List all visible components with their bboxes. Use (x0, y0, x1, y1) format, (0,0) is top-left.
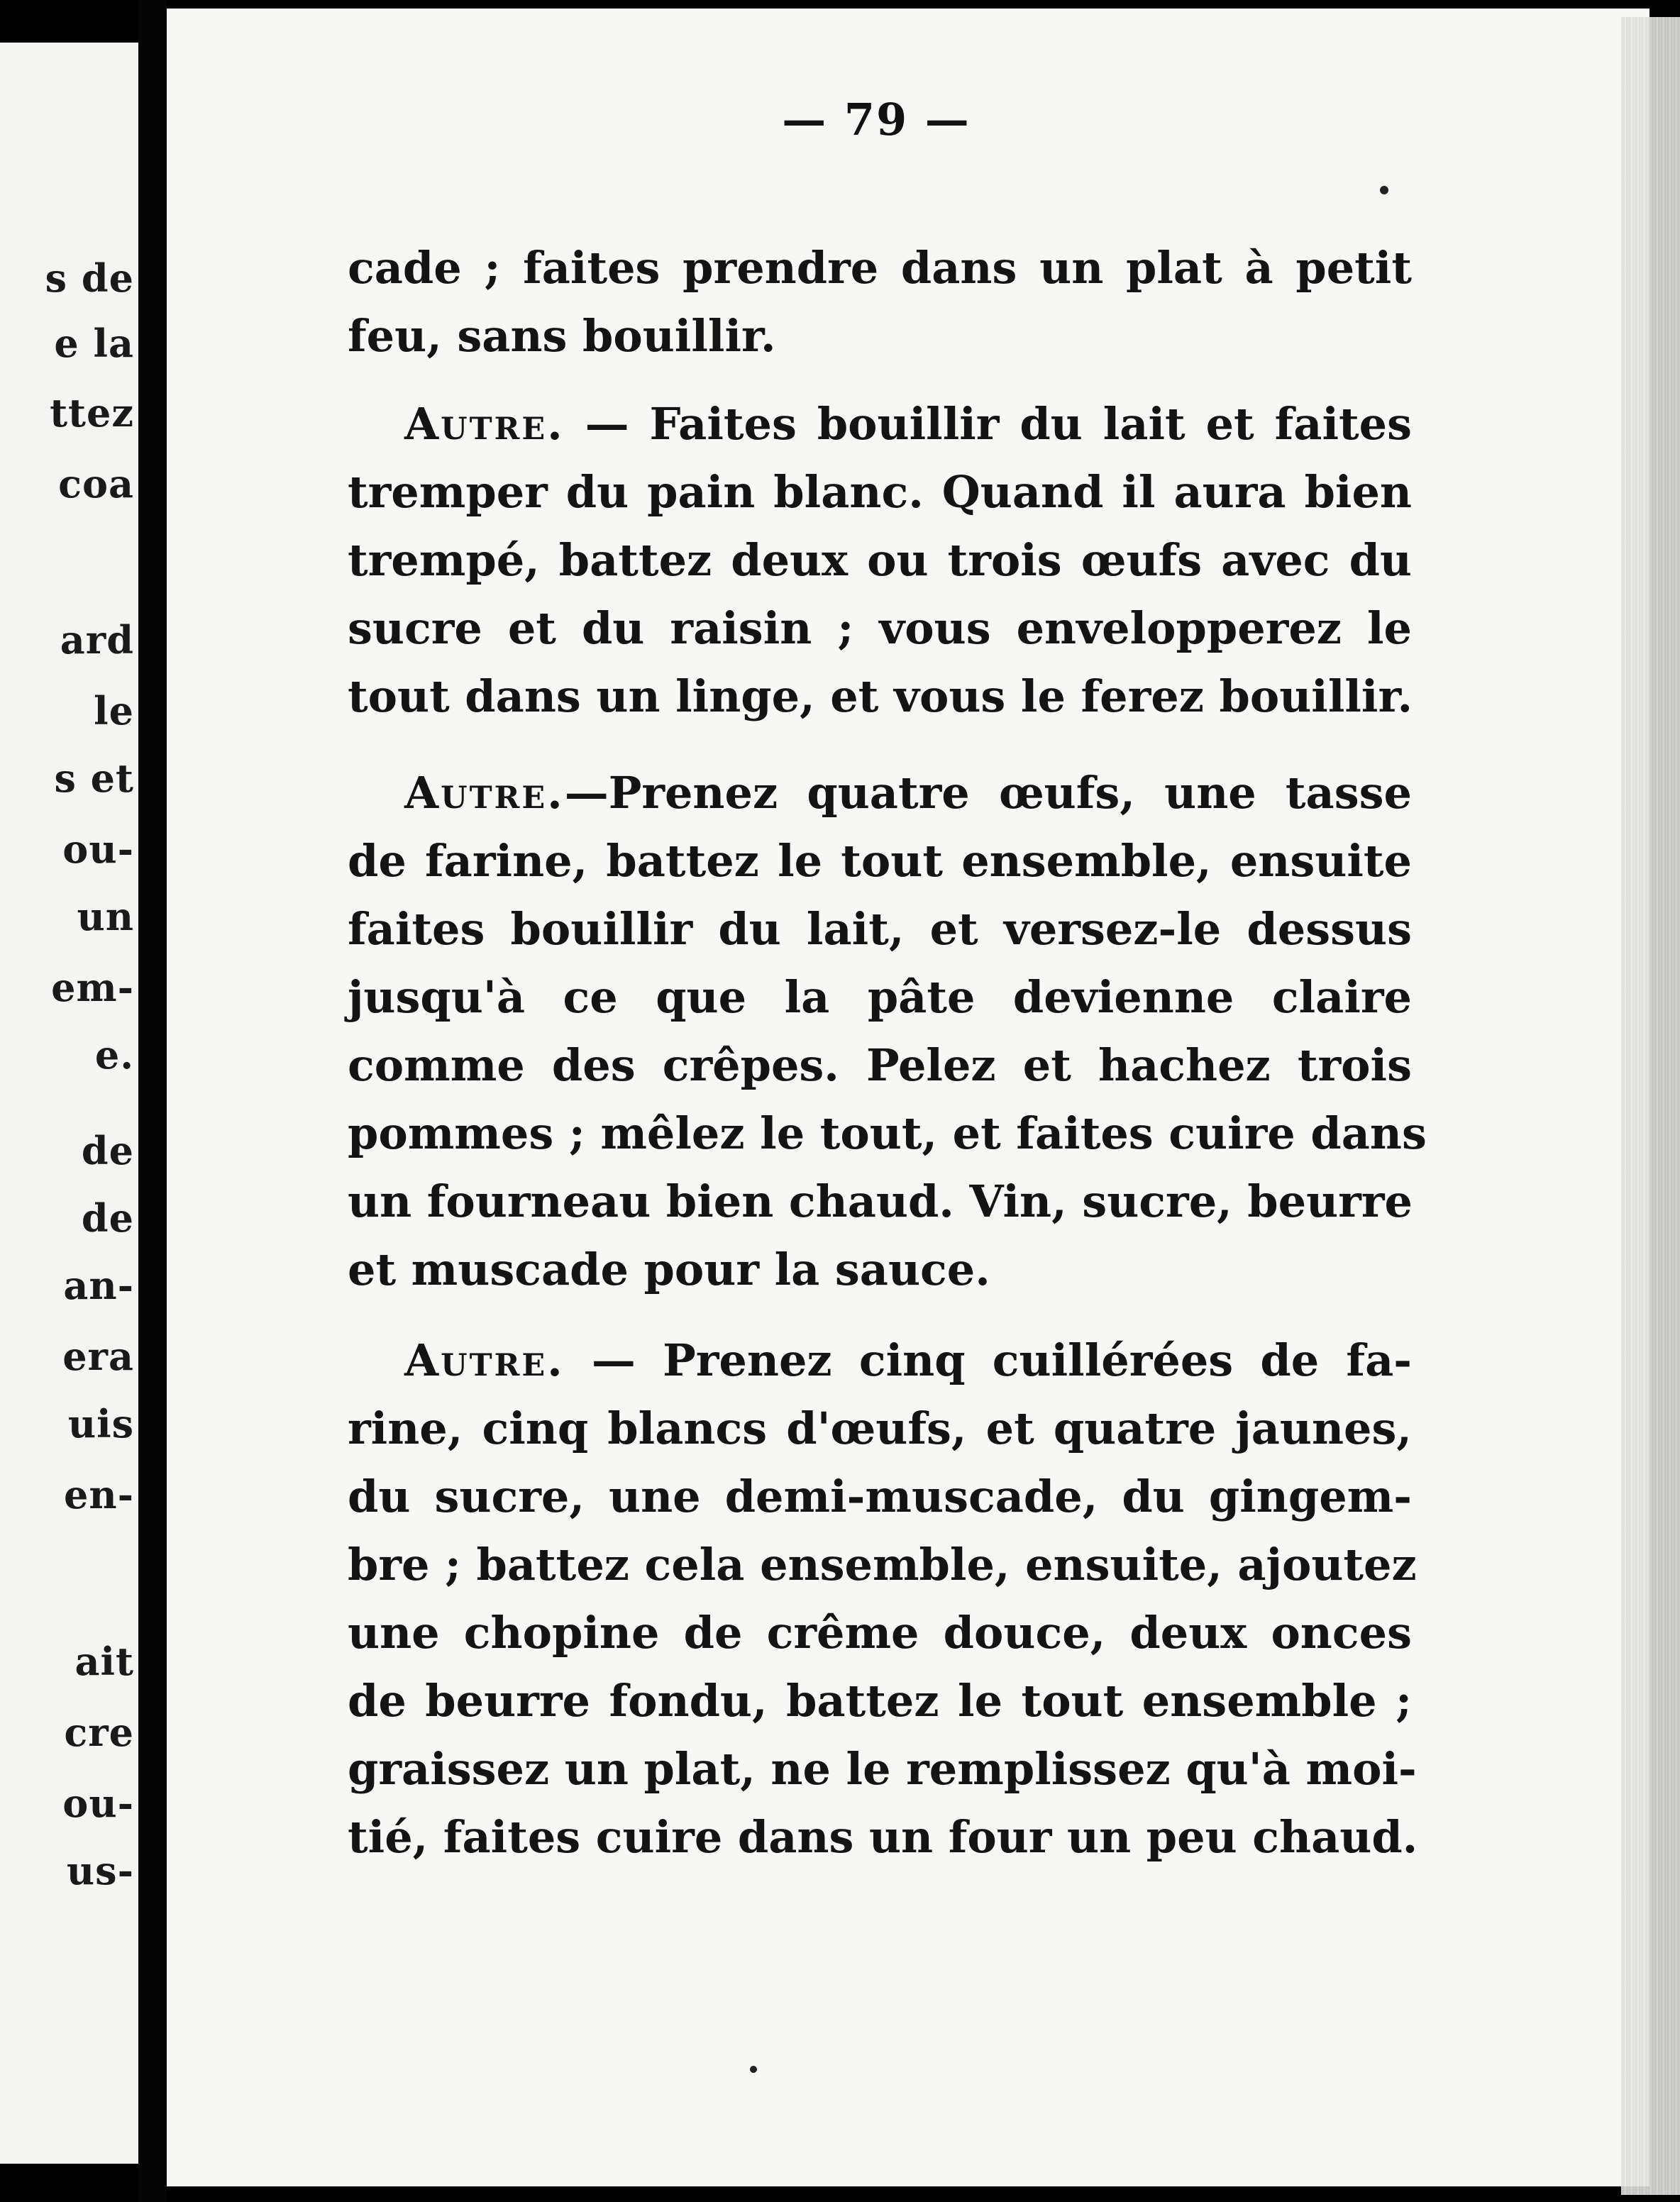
left-page-fragment: ait (74, 1639, 134, 1684)
text-line: comme des crêpes. Pelez et hachez trois (348, 1039, 1412, 1091)
left-page-fragment: en- (63, 1472, 134, 1517)
left-page-fragment: de (81, 1195, 134, 1241)
text-line: cade ; faites prendre dans un plat à petit (348, 242, 1412, 294)
text-line: rine, cinq blancs d'œufs, et quatre jaunes, (348, 1402, 1412, 1454)
left-page-fragment: coa (58, 461, 134, 507)
text-line: du sucre, une demi-muscade, du gingem- (348, 1471, 1412, 1522)
paragraph-lead: Autre. (404, 1334, 565, 1386)
text-line: jusqu'à ce que la pâte devienne claire (348, 971, 1412, 1023)
left-page-fragment: de (81, 1128, 134, 1173)
left-page-fragment: uis (67, 1401, 134, 1446)
left-page-fragment: e la (54, 321, 134, 366)
left-page-fragment: ttez (50, 390, 134, 436)
left-page-fragment: ou- (62, 826, 134, 872)
text-line: trempé, battez deux ou trois œufs avec du (348, 534, 1412, 586)
ink-speck (750, 2066, 757, 2073)
paragraph-4 (348, 1327, 1418, 1871)
left-page-fragment: e. (94, 1032, 134, 1078)
text-line: tié, faites cuire dans un four un peu chaud. (348, 1811, 1418, 1863)
paragraph-lead: Autre. (404, 767, 565, 819)
text-line: de farine, battez le tout ensemble, ensuite (348, 835, 1412, 887)
text-line: graissez un plat, ne le remplissez qu'à moi- (348, 1743, 1417, 1795)
previous-page-strip (0, 43, 138, 2164)
text-line (348, 759, 1412, 827)
text-line: de beurre fondu, battez le tout ensemble ; (348, 1675, 1412, 1727)
book-page (167, 9, 1649, 2186)
paragraph-1 (348, 234, 1412, 370)
text-line: feu, sans bouillir. (348, 310, 776, 362)
text-line: tremper du pain blanc. Quand il aura bien (348, 466, 1412, 518)
left-page-fragment: s et (54, 756, 134, 801)
text-line: tout dans un linge, et vous le ferez bouillir. (348, 670, 1413, 722)
text-line-rest: — Prenez cinq cuillérées de fa- (564, 1334, 1412, 1386)
text-line: faites bouillir du lait, et versez-le dessus (348, 903, 1412, 955)
text-line (348, 390, 1412, 458)
paragraph-3 (348, 759, 1427, 1304)
left-page-fragment: ou- (62, 1781, 134, 1826)
text-line-rest: — Faites bouillir du lait et faites (564, 398, 1412, 450)
text-line-rest: —Prenez quatre œufs, une tasse (564, 767, 1412, 819)
left-page-fragment: ard (60, 617, 134, 663)
left-page-fragment: an- (63, 1263, 134, 1308)
text-line: pommes ; mêlez le tout, et faites cuire dans (348, 1107, 1427, 1159)
left-page-fragment: era (62, 1334, 134, 1379)
text-line: un fourneau bien chaud. Vin, sucre, beurre (348, 1175, 1413, 1227)
text-line: bre ; battez cela ensemble, ensuite, ajoutez (348, 1539, 1417, 1590)
page-edges (1621, 17, 1680, 2195)
ink-speck (1380, 186, 1388, 194)
book-gutter (138, 0, 167, 2202)
left-page-fragment: cre (64, 1710, 134, 1755)
left-page-fragment: s de (45, 255, 134, 301)
left-page-fragment: un (77, 894, 134, 939)
text-line: sucre et du raisin ; vous envelopperez le (348, 602, 1412, 654)
text-line (348, 1327, 1412, 1395)
paragraph-lead: Autre. (404, 398, 565, 450)
left-page-fragment: em- (51, 965, 134, 1010)
paragraph-2 (348, 390, 1412, 731)
text-line: une chopine de crême douce, deux onces (348, 1607, 1412, 1659)
text-line: et muscade pour la sauce. (348, 1244, 990, 1295)
left-page-fragment: le (94, 688, 134, 734)
page-number: — 79 — (782, 94, 971, 145)
left-page-fragment: us- (66, 1848, 134, 1893)
